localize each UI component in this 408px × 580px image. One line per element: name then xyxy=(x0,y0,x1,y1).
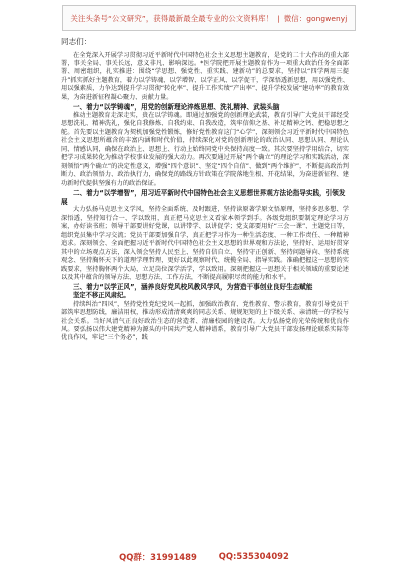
contact-footer xyxy=(0,551,408,563)
paragraph: 推动主题教育走深走实，贵在以学铸魂。即通过加强党的创新理论武装，教育引导广大党员干部经受思想洗礼、精神洗礼，强化自我修炼、自我约束、自我改造，筑牢信仰之基、补足精神之钙、把稳思想之舵。首先要以主题教育为契机加强党性锻炼，修好党性教育这门“心学”，深刻领会习近平新时代中国特色社会主义思想所蕴含的丰富内涵和时代价值，持续深化对党的创新理论的政治认同、思想认同、理论认同、情感认同，确保在政治上、思想上、行动上始终同党中央保持高度一致。其次要坚持学用结合，切实把学习成果转化为推动学校事业发展的强大动力。再次要通过开展“两个确立”的理论学习和实践活动，深刻领悟“两个确立”的决定性意义，增强“四个意识”、坚定“四个自信”、做到“两个维护”，不断提高政治判断力、政治领悟力、政治执行力，确保党的路线方针政策在学院落地生根、开花结果，为奋进新征程、建功新时代提供坚强有力的政治保证。 xyxy=(61,111,349,187)
paragraph: 持续纠治“四风”，坚持党性党纪党风一起抓，加强政治教育、党性教育、警示教育，教育引导党员干部筑牢思想防线，廉洁用权，推动形成清清爽爽的同志关系、规规矩矩的上下级关系、亲清统一的学校与社会关系。当好风清气正良好政治生态的营造者、清廉校园的建设者。大力弘扬党的光荣传统和优良作风。要弘扬以伟大建党精神为源头的中国共产党人精神谱系，教育引导广大党员干部发扬理论联系实际等优良作风，牢记“三个务必”，践 xyxy=(61,300,349,342)
paragraph: 在全党深入开展学习贯彻习近平新时代中国特色社会主义思想主题教育，是党的二十大作出的重大部署，事关全局、事关长远，意义非凡、影响深远。*医学院把开展主题教育作为一项重大政治任务全面部署、周密组织，扎实推进：围绕“学思想、强党性、重实践、建新功”的总要求，坚持以“四学两用三提升”抓实抓好主题教育，着力以学铸魂、以学增智、以学正风、以学促干，学深悟透新思想，用以强党性、用以强素质，力争达到提升学习贯彻“转化率”、提升工作实绩“产出率”、提升学校发展“建功率”的教育效果，为奋进新征程凝心聚力、贡献力量。 xyxy=(61,51,349,101)
section-heading: 三、着力“以学正风”，涵养良好党风校风教风学风，为营造干事创业良好生态赋能 xyxy=(73,283,313,292)
qq-text: QQ:535304092 xyxy=(218,551,289,561)
banner-left-text: 关注头条号“公文研究”，获得最新最全最专业的公文资料库！ xyxy=(70,13,274,23)
document-body xyxy=(61,37,349,547)
section-heading: 一、着力“以学铸魂”，用党的创新理论淬炼思想、洗礼精神、武装头脑 xyxy=(73,103,280,112)
section-heading: 二、着力“以学增智”，用习近平新时代中国特色社会主义思想世界观方法论指导实践，引领发展 xyxy=(61,189,346,206)
subheading: 坚定不移正风肃纪。 xyxy=(73,292,130,300)
banner-separator: | xyxy=(277,13,280,23)
qq-group-text: QQ群：31991489 xyxy=(119,552,197,562)
promo-banner xyxy=(62,5,356,31)
greeting: 同志们： xyxy=(61,37,92,46)
paragraph: 大力弘扬马克思主义学风，坚持全面系统、及时跟进，坚持读原著学原文悟原理，坚持多思多想、学深悟透，坚持知行合一、学以致用，真正把马克思主义看家本领学到手。各级党组织要制定理论学习方案，办好读书班；领导干部要讲好党课，以讲带学、以讲促学；党支部要用好“三会一课”、主题党日等，组织党员集中学习交流；党员干部要加强自学，真正把学习作为一种生活态度、一种工作责任、一种精神追求。深刻领会、全面把握习近平新时代中国特色社会主义思想的世界观和方法论，坚持好、运用好贯穿其中的立场观点方法，深入领会坚持人民至上、坚持自信自立、坚持守正创新、坚持问题导向、坚持系统观念、坚持胸怀天下的道理学理哲理，更好以此观察时代、统揽全局、指导实践。准确把握这一思想的实践要求，坚持胸怀两个大局，立足岗位深学活学，学以致用。深刻把握这一思想关于相关领域的重要论述以及其中蕴含的领导方法、思想方法、工作方法，不断提高履职尽责的能力和水平。 xyxy=(61,206,349,282)
banner-wechat-text: 微信：gongwenyj xyxy=(283,13,348,23)
